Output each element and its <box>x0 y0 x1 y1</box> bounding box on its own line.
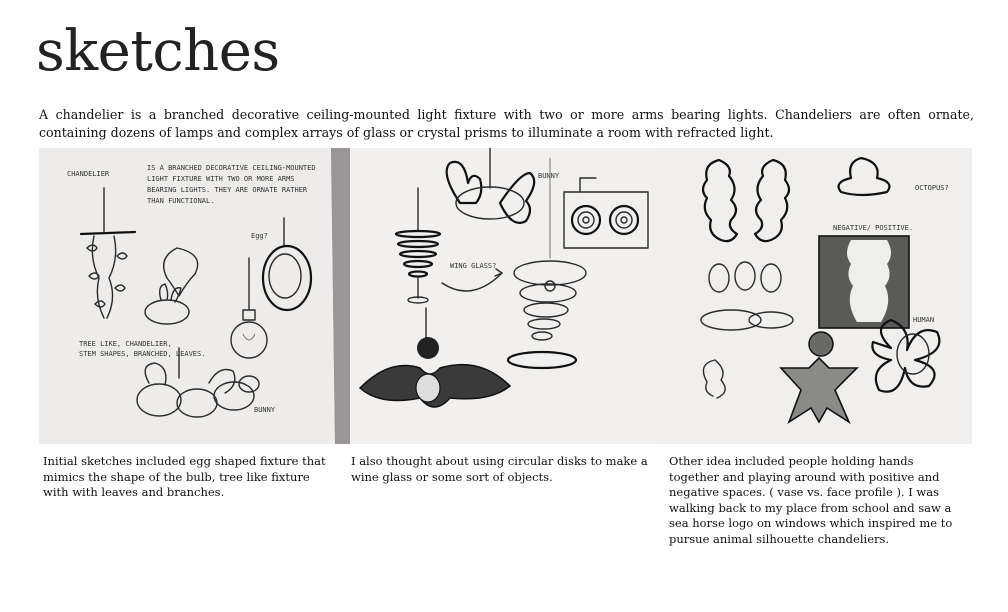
intro-paragraph: A chandelier is a branched decorative ceiling-mounted light fixture with two or more arms bearing lights. Chandeliers are often ornate, containing dozens of lamps and complex arrays of glass or crystal prisms to illuminate a room with refracted light. <box>39 107 974 140</box>
note-definition-line-4: THAN FUNCTIONAL. <box>147 197 215 205</box>
note-bunny-1: BUNNY <box>254 406 276 414</box>
note-bunny-2: BUNNY <box>538 172 560 180</box>
sketch-photo-2 <box>350 148 661 444</box>
note-wine-glass: WING GLASS? <box>450 262 497 270</box>
page-title: sketches <box>36 19 280 84</box>
note-chandelier-heading: CHANDELIER <box>67 170 110 178</box>
sketch-2-drawing <box>350 148 661 444</box>
note-tree-2: STEM SHAPES, BRANCHED, LEAVES. <box>79 350 206 358</box>
sketch-3-drawing <box>661 148 972 444</box>
note-definition-line-3: BEARING LIGHTS. THEY ARE ORNATE RATHER <box>147 186 308 194</box>
note-octopus: OCTOPUS? <box>915 184 949 192</box>
caption-1: Initial sketches included egg shaped fixture that mimics the shape of the bulb, tree like fixture with with leaves and branches. <box>43 454 326 499</box>
note-definition-line-1: IS A BRANCHED DECORATIVE CEILING-MOUNTED <box>147 164 316 172</box>
note-egg: Egg? <box>251 232 268 240</box>
caption-2: I also thought about using circular disks to make a wine glass or some sort of objects. <box>351 454 648 484</box>
note-negative-positive: NEGATIVE/ POSITIVE. <box>833 224 914 232</box>
sketch-1-drawing <box>39 148 350 444</box>
note-definition-line-2: LIGHT FIXTURE WITH TWO OR MORE ARMS <box>147 175 295 183</box>
sketch-photo-1 <box>39 148 350 444</box>
note-human: HUMAN <box>913 316 935 324</box>
caption-3: Other idea included people holding hands together and playing around with positive and negative spaces. ( vase vs. face profile ). I was walking back to my place from school and saw a sea horse logo on windows which inspired me to pursue animal silhouette chandeliers. <box>669 454 953 546</box>
note-tree-1: TREE LIKE, CHANDELIER, <box>79 340 172 348</box>
sketch-photo-3 <box>661 148 972 444</box>
vase-face-sketch <box>819 236 909 328</box>
